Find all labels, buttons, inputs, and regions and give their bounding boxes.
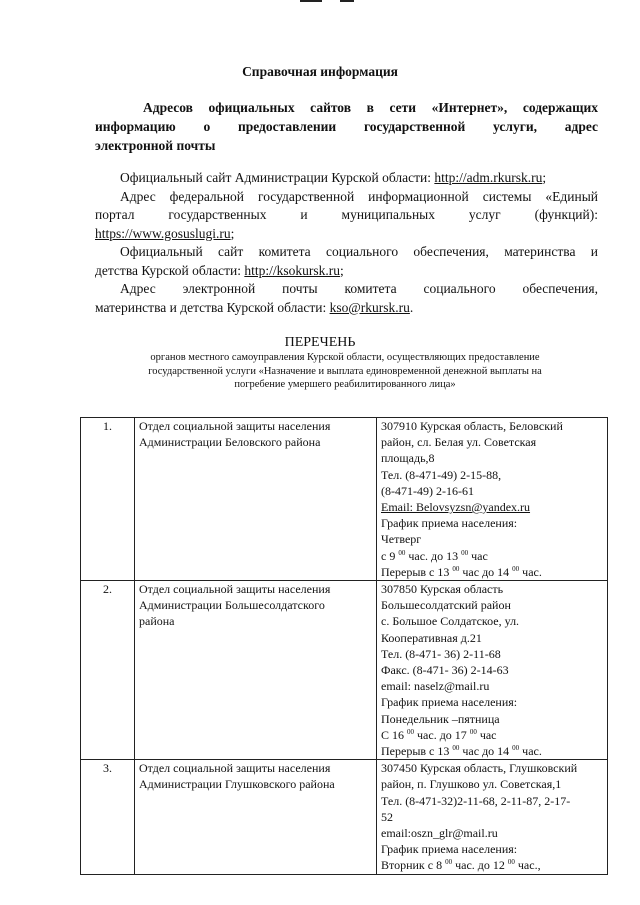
committee-paragraph <box>95 243 598 280</box>
portal-link[interactable]: https://www.gosuslugi.ru <box>95 225 231 241</box>
list-subtitle-line: погребение умершего реабилитированного лица» <box>234 379 456 390</box>
schedule-title: График приема населения: <box>381 842 518 857</box>
table-row <box>81 418 608 581</box>
schedule-break: Перерыв с 13 $^{00}$ час до 14 $^{00}$ час. <box>381 564 542 579</box>
address-line: Тел. (8-471- 36) 2-11-68 <box>381 646 501 661</box>
row-number: 1. <box>81 418 135 581</box>
committee-email-link[interactable]: kso@rkursk.ru <box>329 299 410 315</box>
committee-line: детства Курской области: <box>95 262 245 278</box>
page-title: Справочная информация <box>242 64 398 79</box>
list-subtitle <box>110 351 580 392</box>
admin-site-text: Официальный сайт Администрации Курской области: <box>120 170 435 185</box>
schedule-hours: с 9 $^{00}$ час. до 13 $^{00}$ час <box>381 548 488 563</box>
office-email[interactable]: email:oszn_glr@mail.ru <box>381 826 498 841</box>
punct: ; <box>542 170 547 185</box>
office-name <box>135 418 377 581</box>
address-line: район, п. Глушково ул. Советская,1 <box>381 777 562 792</box>
email-line: Адрес электронной почты комитета социального обеспечения, <box>120 281 598 296</box>
schedule-break: Перерыв с 13 $^{00}$ час до 14 $^{00}$ час. <box>381 744 542 759</box>
portal-line: Адрес федеральной государственной информационной системы «Единый <box>120 188 598 204</box>
schedule-title: График приема населения: <box>381 695 518 710</box>
address-line: район, сл. Белая ул. Советская <box>381 435 537 450</box>
punct: ; <box>339 262 344 278</box>
office-name-line: Администрации Глушковского района <box>139 777 335 792</box>
address-line: 52 <box>381 809 393 824</box>
address-line: Тел. (8-471-49) 2-15-88, <box>381 467 502 482</box>
portal-paragraph <box>95 188 598 244</box>
list-subtitle-line: органов местного самоуправления Курской области, осуществляющих предоставление <box>150 352 540 363</box>
office-name-line: Администрации Большесолдатского <box>139 598 325 613</box>
punct: ; <box>230 225 235 241</box>
office-email[interactable]: Email: Belovsyzsn@yandex.ru <box>381 500 531 515</box>
subtitle <box>95 98 598 155</box>
schedule-days: Понедельник –пятница <box>381 711 500 726</box>
portal-line: портал государственных и муниципальных услуг (функций): <box>95 207 598 222</box>
address-line: (8-471-49) 2-16-61 <box>381 483 474 498</box>
address-line: Факс. (8-471- 36) 2-14-63 <box>381 663 509 678</box>
office-name-line: Отдел социальной защиты населения <box>139 582 331 597</box>
office-email[interactable]: email: naselz@mail.ru <box>381 679 490 694</box>
offices-table <box>80 417 608 875</box>
admin-site-paragraph <box>95 169 598 188</box>
address-line: Кооперативная д.21 <box>381 630 482 645</box>
address-line: Тел. (8-471-32)2-11-68, 2-11-87, 2-17- <box>381 793 571 808</box>
row-number: 2. <box>81 581 135 760</box>
subtitle-line: Адресов официальных сайтов в сети «Интернет», содержащих <box>143 100 598 115</box>
list-subtitle-line: государственной услуги «Назначение и выплата единовременной денежной выплаты на <box>148 365 542 377</box>
office-name-line: Отдел социальной защиты населения <box>139 761 331 776</box>
office-contacts <box>377 581 608 760</box>
row-number: 3. <box>81 760 135 874</box>
office-name <box>135 581 377 760</box>
office-contacts <box>377 418 608 581</box>
schedule-title: График приема населения: <box>381 516 518 531</box>
email-paragraph <box>95 280 598 317</box>
admin-site-link[interactable]: http://adm.rkursk.ru <box>434 170 543 185</box>
address-line: с. Большое Солдатское, ул. <box>381 614 520 629</box>
office-name <box>135 760 377 874</box>
table-row <box>81 760 608 874</box>
subtitle-line: информацию о предоставлении государственной услуги, адрес <box>95 119 598 134</box>
office-contacts <box>377 760 608 874</box>
punct: . <box>409 299 414 315</box>
address-line: Большесолдатский район <box>381 598 511 613</box>
table-row <box>81 581 608 760</box>
address-line: 307850 Курская область <box>381 582 504 597</box>
list-title: ПЕРЕЧЕНЬ <box>284 335 356 350</box>
info-paragraphs <box>95 169 598 317</box>
committee-link[interactable]: http://ksokursk.ru <box>244 262 340 278</box>
email-line: материнства и детства Курской области: <box>95 299 330 315</box>
committee-line: Официальный сайт комитета социального обеспечения, материнства и <box>120 244 598 259</box>
office-name-line: Отдел социальной защиты населения <box>139 419 331 433</box>
subtitle-line: электронной почты <box>95 138 216 153</box>
schedule-hours: С 16 $^{00}$ час. до 17 $^{00}$ час <box>381 727 497 742</box>
office-name-line: района <box>139 614 175 629</box>
office-name-line: Администрации Беловского района <box>139 435 321 450</box>
schedule-days: Четверг <box>381 532 422 547</box>
address-line: 307910 Курская область, Беловский <box>381 419 563 433</box>
schedule-hours: Вторник с 8 $^{00}$ час. до 12 $^{00}$ час., <box>381 858 541 873</box>
address-line: площадь,8 <box>381 451 435 466</box>
address-line: 307450 Курская область, Глушковский <box>381 761 578 776</box>
